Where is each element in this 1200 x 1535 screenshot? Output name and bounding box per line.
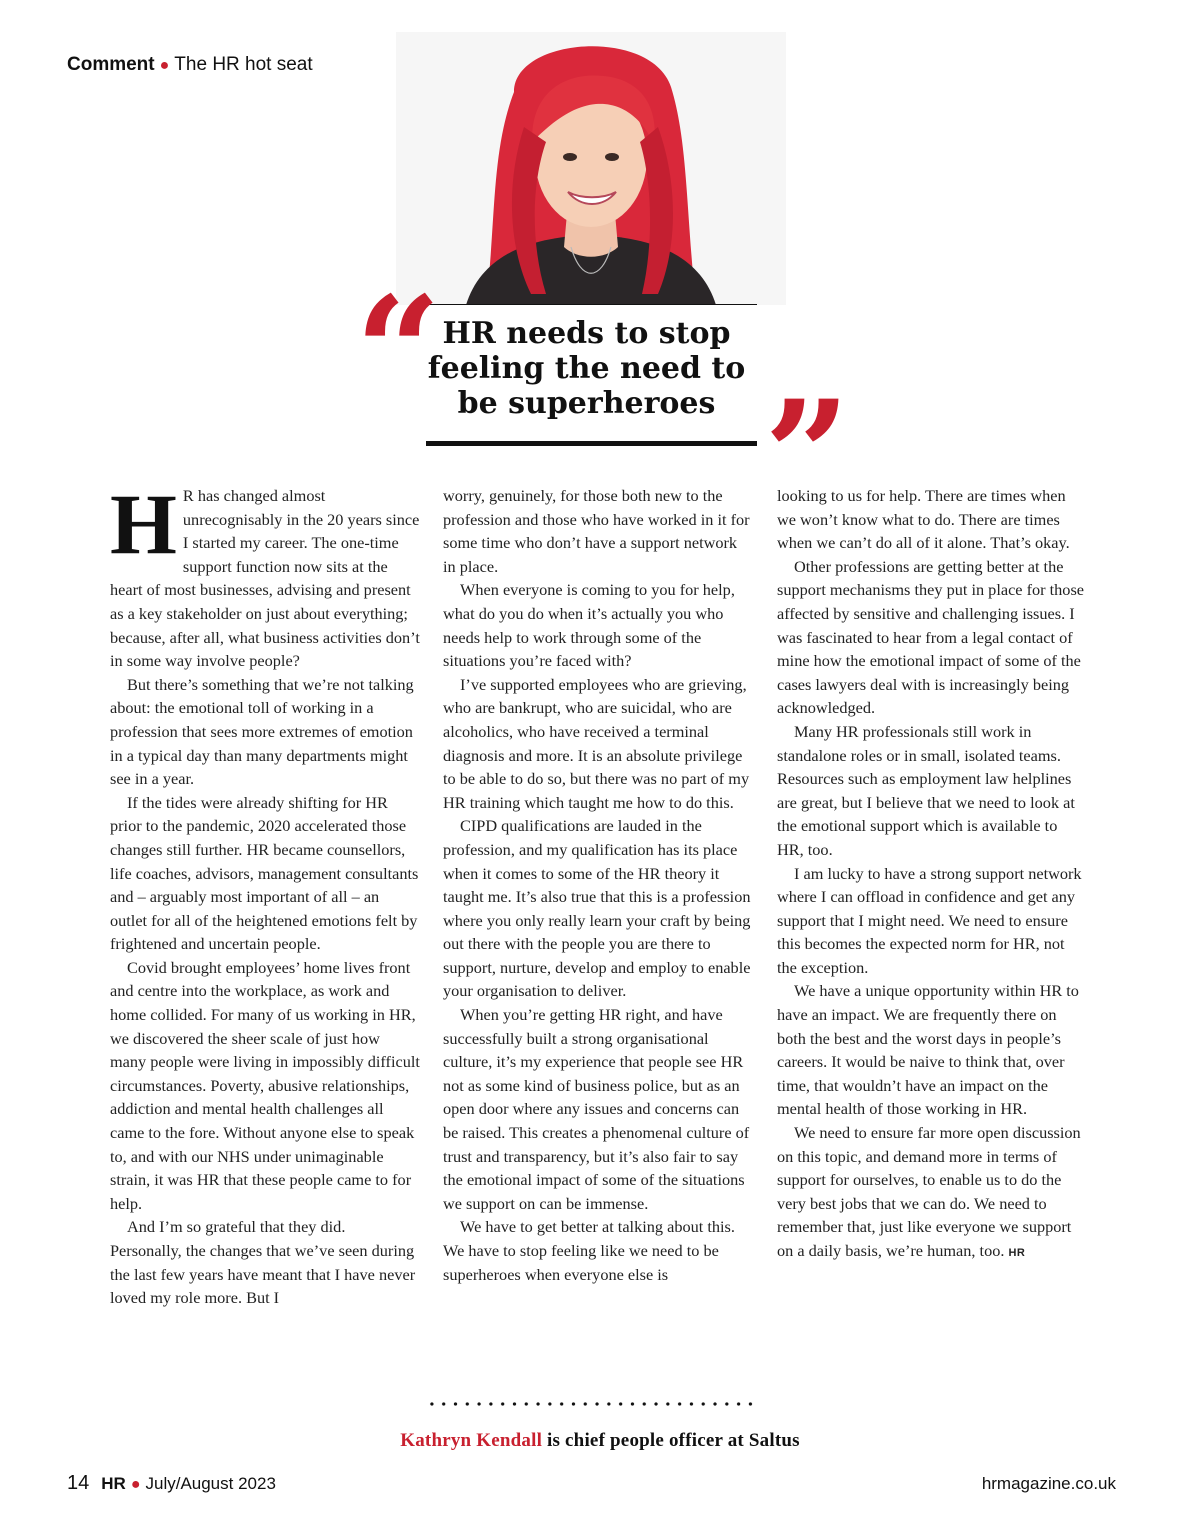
author-byline (0, 1430, 1200, 1452)
article-column-2 (443, 484, 753, 1286)
author-role: is chief people officer at Saltus (542, 1430, 800, 1451)
section-label (67, 54, 313, 76)
paragraph: CIPD qualifications are lauded in the profession, and my qualification has its place when it comes to some of the HR theory it taught me. It’s also true that this is a profession where you only really learn your craft by being out there with the people you are there to support, nurture, develop and employ to enable your organisation to deliver. (443, 816, 751, 1001)
portrait-illustration (396, 32, 786, 305)
pull-quote-line: be superheroes (457, 386, 716, 421)
website-url: hrmagazine.co.uk (981, 1474, 1116, 1493)
dotted-divider (426, 1401, 757, 1407)
section-name: Comment (67, 54, 155, 75)
paragraph: Covid brought employees’ home lives front and centre into the workplace, as work and home collided. For many of us working in HR, we discovered the sheer scale of just how many people were living in impossibly difficult circumstances. Poverty, abusive relationships, addiction and mental health challenges all came to the fore. Without anyone else to speak to, and with our NHS under unimaginable strain, it was HR that these people came to for help. (110, 957, 420, 1213)
open-quote-mark: “ (355, 264, 442, 440)
paragraph: We have a unique opportunity within HR to have an impact. We are frequently there on both the best and the worst days in people’s careers. It would be naive to think that, over time, that wouldn’t have an impact on the mental health of those working in HR. (777, 981, 1079, 1119)
issue-date: July/August 2023 (145, 1474, 276, 1493)
pull-quote-line: feeling the need to (427, 351, 746, 386)
end-mark: HR (1008, 1247, 1026, 1259)
paragraph: worry, genuinely, for those both new to the profession and those who have worked in it for some time who don’t have a support network in place. (443, 486, 750, 576)
paragraph: We have to get better at talking about this. We have to stop feeling like we need to be superheroes when everyone else is (443, 1217, 735, 1284)
paragraph: looking to us for help. There are times when we won’t know what to do. There are times when we can’t do all of it alone. That’s okay. (777, 486, 1070, 553)
column-name: The HR hot seat (174, 54, 313, 75)
paragraph: Other professions are getting better at the support mechanisms they put in place for those affected by sensitive and challenging issues. I was fascinated to hear from a legal contact of mine how the emotional impact of some of the cases lawyers deal with is increasingly being acknowledged. (777, 556, 1085, 718)
paragraph (110, 476, 420, 673)
drop-cap: H (110, 476, 177, 572)
quote-rule-top (426, 304, 757, 305)
page-number: 14 (67, 1472, 90, 1494)
footer-left (67, 1472, 276, 1495)
paragraph (777, 1121, 1087, 1266)
author-portrait (396, 32, 786, 305)
quote-rule-bottom (426, 441, 757, 446)
paragraph-text: R has changed almost unrecognisably in the 20 years since I started my career. The one-time support function now sits at the heart of most businesses, advising and present as a key stakeholder on just about everything; because, after all, what business activities don’t in some way involve people? (110, 486, 420, 671)
paragraph: If the tides were already shifting for HR prior to the pandemic, 2020 accelerated those changes still further. HR became counsellors, life coaches, advisors, management consultants and – arguably most important of all – an outlet for all of the heightened emotions felt by frightened and uncertain people. (110, 792, 419, 954)
bullet-dot: ● (130, 1476, 141, 1493)
pull-quote (426, 316, 747, 421)
paragraph: I am lucky to have a strong support network where I can offload in confidence and get any support that I might need. We need to ensure this becomes the expected norm for HR, not the exception. (777, 863, 1082, 977)
author-name: Kathryn Kendall (400, 1430, 543, 1451)
close-quote-mark: ” (764, 368, 851, 544)
paragraph: When you’re getting HR right, and have successfully built a strong organisational culture, it’s my experience that people see HR not as some kind of business police, but as an open door where any issues and concerns can be raised. This creates a phenomenal culture of trust and transparency, but it’s also fair to say the emotional impact of some of the situations we support on can be immense. (443, 1005, 750, 1213)
article-column-1 (110, 476, 420, 1310)
bullet-dot: ● (159, 57, 170, 74)
paragraph: But there’s something that we’re not talking about: the emotional toll of working in a profession that sees more extremes of emotion in a typical day than many departments might see in a year. (110, 674, 414, 789)
pull-quote-line: HR needs to stop (442, 316, 731, 351)
paragraph: Many HR professionals still work in standalone roles or in small, isolated teams. Resources such as employment law helplines are great, but I believe that we need to look at the emotional support which is available to HR, too. (777, 721, 1075, 859)
paragraph: I’ve supported employees who are grieving, who are bankrupt, who are suicidal, who are alcoholics, who have received a terminal diagnosis and more. It is an absolute privilege to be able to do so, but there was no part of my HR training which taught me how to do this. (443, 674, 750, 812)
article-column-3 (777, 484, 1087, 1266)
magazine-name: HR (101, 1474, 126, 1493)
paragraph: And I’m so grateful that they did. Personally, the changes that we’ve seen during the last few years have meant that I have never loved my role more. But I (110, 1217, 416, 1308)
paragraph: When everyone is coming to you for help, what do you do when it’s actually you who needs help to work through some of the situations you’re faced with? (443, 580, 735, 671)
paragraph-text: We need to ensure far more open discussion on this topic, and demand more in terms of support for ourselves, to enable us to do the very best jobs that we can do. We need to remember that, just like everyone we support on a daily basis, we’re human, too. (777, 1123, 1081, 1260)
